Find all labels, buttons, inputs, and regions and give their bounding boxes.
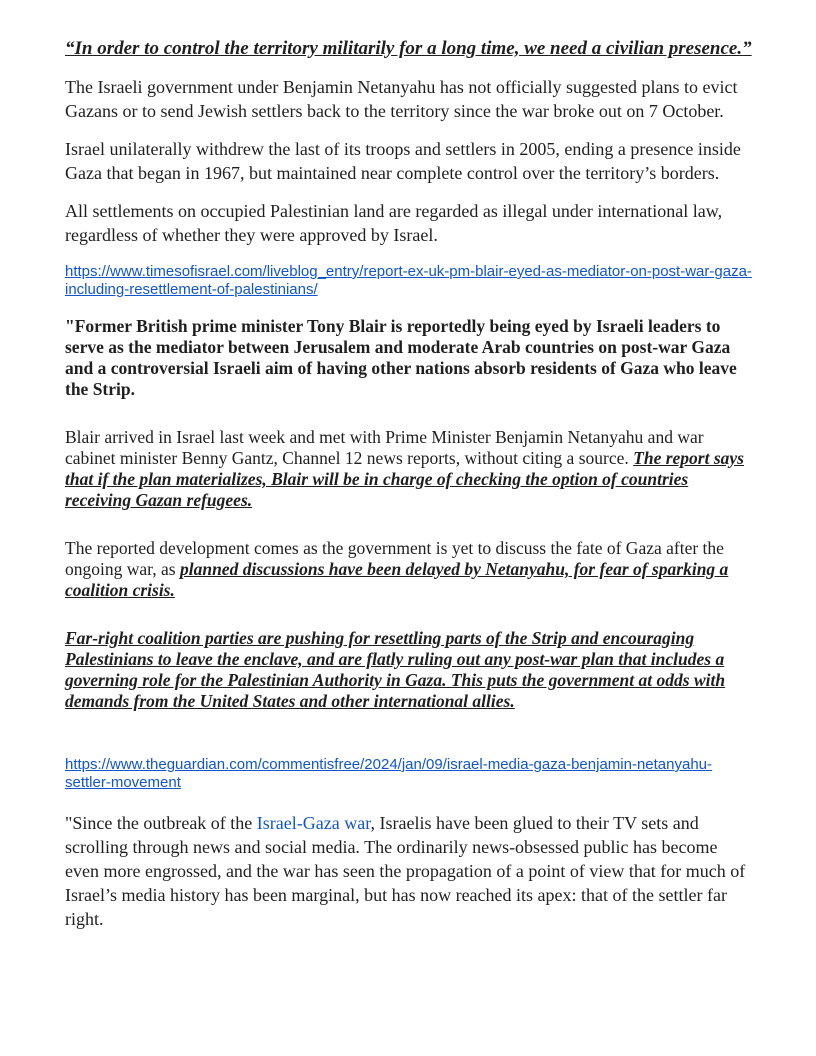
guardian-text-before: "Since the outbreak of the bbox=[65, 813, 257, 833]
intro-paragraph-3: All settlements on occupied Palestinian land are regarded as illegal under international law, regardless of whether they were approved by Israel. bbox=[65, 201, 723, 245]
guardian-text-after: , Israelis have been glued to their TV sets and scrolling through news and social media. The ordinarily news-obsessed public has become even more engrossed, and the war has seen the propagation of a point of view that for much of Israel’s media history has been marginal, but has now reached its apex: that of the settler far right. bbox=[65, 813, 746, 929]
development-emphasis-text: planned discussions have been delayed by Netanyahu, for fear of sparking a coalition crisis. bbox=[65, 559, 729, 600]
blair-emphasis-text: The report says that if the plan materializes, Blair will be in charge of checking the option of countries receiving Gazan refugees. bbox=[65, 448, 744, 510]
intro-paragraph-1: The Israeli government under Benjamin Netanyahu has not officially suggested plans to evict Gazans or to send Jewish settlers back to the territory since the war broke out on 7 October. bbox=[65, 77, 738, 121]
guardian-link[interactable]: https://www.theguardian.com/commentisfree/2024/jan/09/israel-media-gaza-benjamin-netanyahu-settler-movement bbox=[65, 756, 713, 791]
guardian-quote-paragraph bbox=[65, 811, 755, 931]
far-right-paragraph: Far-right coalition parties are pushing for resettling parts of the Strip and encouraging Palestinians to leave the enclave, and are flatly ruling out any post-war plan that includes a governing role for the Palestinian Authority in Gaza. This puts the government at odds with demands from the United States and other international allies. bbox=[65, 628, 726, 711]
quote-heading: “In order to control the territory militarily for a long time, we need a civilian presence.” bbox=[65, 38, 752, 59]
document-page bbox=[65, 37, 755, 931]
blair-plain-text: Blair arrived in Israel last week and met with Prime Minister Benjamin Netanyahu and war cabinet minister Benny Gantz, Channel 12 news reports, without citing a source. bbox=[65, 427, 704, 468]
development-plain-text: The reported development comes as the government is yet to discuss the fate of Gaza after the ongoing war, as bbox=[65, 538, 724, 579]
israel-gaza-war-link[interactable]: Israel-Gaza war bbox=[256, 813, 371, 833]
blair-paragraph bbox=[65, 427, 755, 511]
development-paragraph bbox=[65, 538, 755, 601]
intro-paragraph-2: Israel unilaterally withdrew the last of its troops and settlers in 2005, ending a presence inside Gaza that began in 1967, but maintained near complete control over the territory’s borders. bbox=[65, 139, 741, 183]
timesofisrael-link[interactable]: https://www.timesofisrael.com/liveblog_entry/report-ex-uk-pm-blair-eyed-as-mediator-on-post-war-gaza-including-resettlement-of-palestinians/ bbox=[65, 263, 752, 298]
blair-bold-quote: "Former British prime minister Tony Blair is reportedly being eyed by Israeli leaders to serve as the mediator between Jerusalem and moderate Arab countries on post-war Gaza and a controversial Israeli aim of having other nations absorb residents of Gaza who leave the Strip. bbox=[65, 316, 737, 399]
